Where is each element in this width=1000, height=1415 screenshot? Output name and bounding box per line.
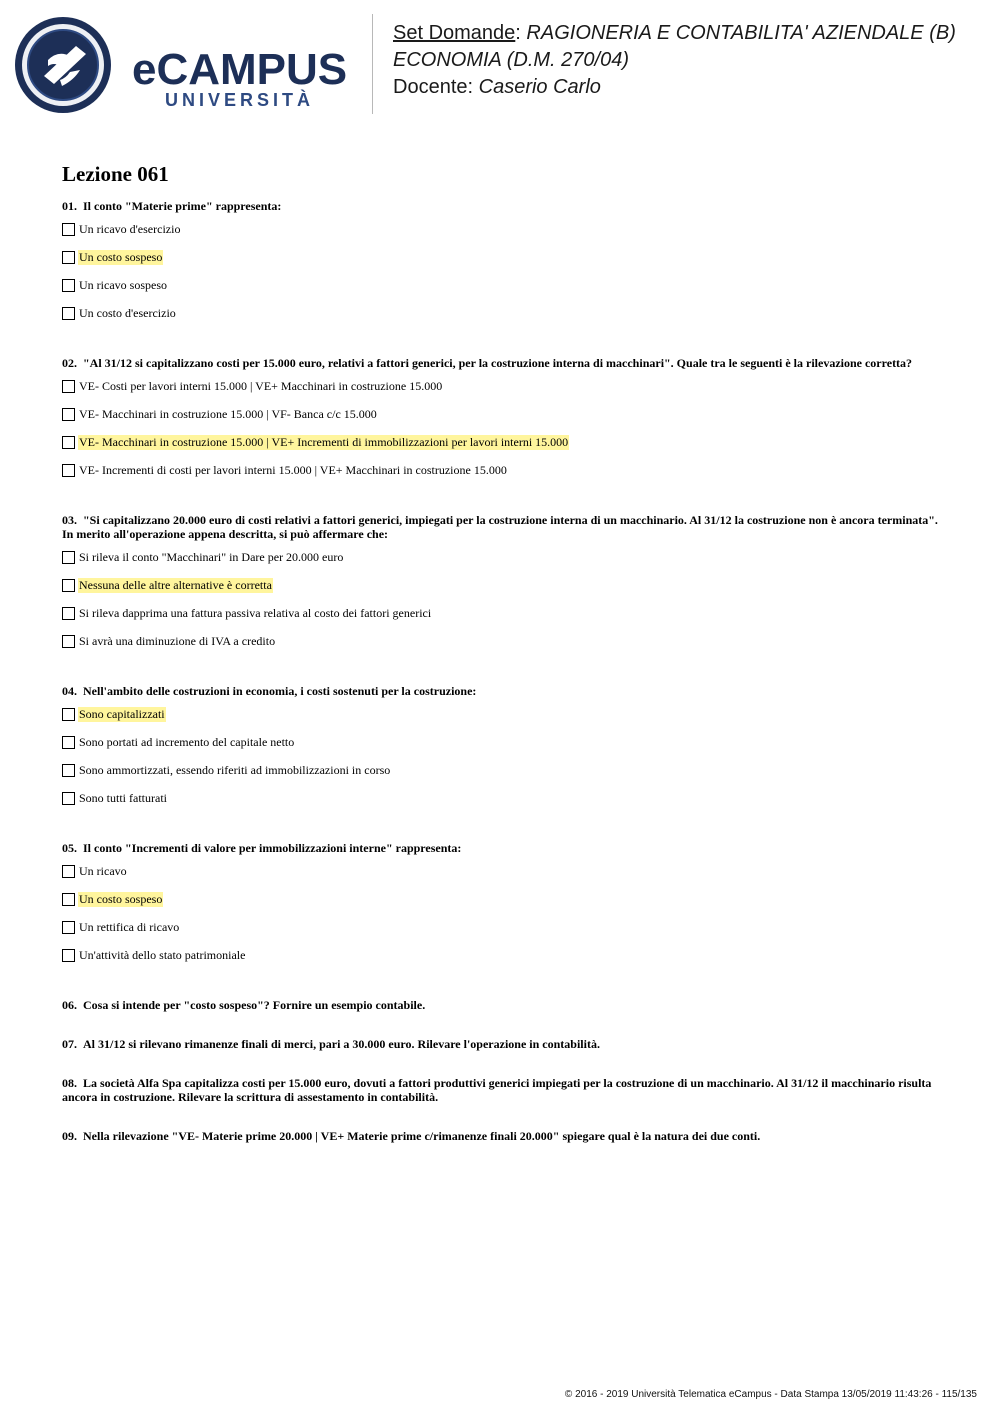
ecampus-logo — [14, 16, 359, 116]
logo-emblem-icon — [15, 17, 111, 113]
question-number: 08. — [62, 1076, 77, 1090]
answer-option[interactable] — [62, 606, 942, 634]
header-divider — [372, 14, 373, 114]
answer-option-label: Si avrà una diminuzione di IVA a credito — [79, 634, 276, 648]
answer-option[interactable] — [62, 920, 942, 948]
question-label: "Si capitalizzano 20.000 euro di costi relativi a fattori generici, impiegati per la costruzione interna di un macchinario. Al 31/12 la costruzione non è ancora terminata". In merito all'operazione appena descritta, si può affermare che: — [62, 513, 938, 541]
answer-checkbox[interactable] — [62, 764, 75, 777]
answer-option-label-highlighted: Nessuna delle altre alternative è corretta — [79, 578, 272, 592]
answer-options — [62, 707, 942, 819]
answer-option[interactable] — [62, 306, 942, 334]
answer-option-label: Un ricavo sospeso — [79, 278, 167, 292]
answer-option-label: Un rettifica di ricavo — [79, 920, 180, 934]
answer-option-label: Sono portati ad incremento del capitale netto — [79, 735, 295, 749]
answer-option-label-highlighted: Un costo sospeso — [79, 250, 163, 264]
question-label: Cosa si intende per "costo sospeso"? Fornire un esempio contabile. — [83, 998, 426, 1012]
answer-option[interactable] — [62, 550, 942, 578]
question-text — [62, 513, 942, 541]
answer-checkbox[interactable] — [62, 708, 75, 721]
question-block — [62, 684, 942, 819]
header: Set Domande: RAGIONERIA E CONTABILITA' AZIENDALE (B) ECONOMIA (D.M. 270/04) Docente: Caserio Carlo — [393, 22, 956, 98]
answer-option[interactable] — [62, 763, 942, 791]
answer-options — [62, 864, 942, 976]
docente-name: Caserio Carlo — [478, 76, 601, 98]
question-number: 01. — [62, 199, 77, 213]
page-footer: © 2016 - 2019 Università Telematica eCampus - Data Stampa 13/05/2019 11:43:26 - 115/135 — [564, 1389, 977, 1400]
question-set — [62, 160, 942, 1168]
question-number: 04. — [62, 684, 77, 698]
answer-checkbox[interactable] — [62, 408, 75, 421]
answer-option-label: Un'attività dello stato patrimoniale — [79, 948, 246, 962]
answer-checkbox[interactable] — [62, 921, 75, 934]
answer-option-label-highlighted: VE- Macchinari in costruzione 15.000 | VE+ Incrementi di immobilizzazioni per lavori interni 15.000 — [79, 435, 569, 449]
answer-option[interactable] — [62, 892, 942, 920]
answer-option-label: VE- Incrementi di costi per lavori interni 15.000 | VE+ Macchinari in costruzione 15.000 — [79, 463, 507, 477]
open-question — [62, 1129, 942, 1143]
answer-option[interactable] — [62, 864, 942, 892]
question-label: Il conto "Materie prime" rappresenta: — [83, 199, 282, 213]
question-block — [62, 513, 942, 662]
answer-checkbox[interactable] — [62, 436, 75, 449]
answer-checkbox[interactable] — [62, 736, 75, 749]
answer-checkbox[interactable] — [62, 464, 75, 477]
answer-option-label: Si rileva dapprima una fattura passiva relativa al costo dei fattori generici — [79, 606, 432, 620]
question-text — [62, 684, 942, 698]
answer-checkbox[interactable] — [62, 551, 75, 564]
question-number: 02. — [62, 356, 77, 370]
answer-options — [62, 550, 942, 662]
question-number: 03. — [62, 513, 77, 527]
answer-option[interactable] — [62, 222, 942, 250]
question-block — [62, 199, 942, 334]
logo-brand-text: eCAMPUS — [132, 45, 348, 94]
answer-option[interactable] — [62, 735, 942, 763]
answer-checkbox[interactable] — [62, 865, 75, 878]
answer-option-label: VE- Costi per lavori interni 15.000 | VE+ Macchinari in costruzione 15.000 — [79, 379, 443, 393]
question-list — [62, 199, 942, 976]
set-domande-label: Set Domande — [393, 22, 516, 44]
answer-option-label-highlighted: Sono capitalizzati — [79, 707, 165, 721]
course-title-line1: RAGIONERIA E CONTABILITA' AZIENDALE (B) — [526, 22, 956, 44]
question-label: Il conto "Incrementi di valore per immobilizzazioni interne" rappresenta: — [83, 841, 462, 855]
answer-option-label: Un ricavo — [79, 864, 127, 878]
lesson-title: Lezione 061 — [62, 162, 169, 186]
answer-option[interactable] — [62, 578, 942, 606]
answer-checkbox[interactable] — [62, 635, 75, 648]
question-block — [62, 841, 942, 976]
open-question — [62, 1037, 942, 1051]
answer-option[interactable] — [62, 707, 942, 735]
answer-checkbox[interactable] — [62, 792, 75, 805]
answer-option-label: Sono tutti fatturati — [79, 791, 167, 805]
question-number: 05. — [62, 841, 77, 855]
question-text — [62, 841, 942, 855]
question-block — [62, 356, 942, 491]
answer-checkbox[interactable] — [62, 579, 75, 592]
answer-option[interactable] — [62, 250, 942, 278]
question-number: 06. — [62, 998, 77, 1012]
answer-checkbox[interactable] — [62, 380, 75, 393]
answer-options — [62, 379, 942, 491]
question-number: 09. — [62, 1129, 77, 1143]
question-label: La società Alfa Spa capitalizza costi per 15.000 euro, dovuti a fattori produttivi generici impiegati per la costruzione di un macchinario. Al 31/12 il macchinario risulta ancora in costruzione. Rilevare la scrittura di assestamento in contabilità. — [62, 1076, 932, 1104]
answer-option[interactable] — [62, 435, 942, 463]
question-label: "Al 31/12 si capitalizzano costi per 15.000 euro, relativi a fattori generici, per la costruzione interna di macchinari". Quale tra le seguenti è la rilevazione corretta? — [83, 356, 913, 370]
answer-option[interactable] — [62, 634, 942, 662]
answer-option[interactable] — [62, 463, 942, 491]
answer-checkbox[interactable] — [62, 251, 75, 264]
answer-option[interactable] — [62, 407, 942, 435]
answer-option[interactable] — [62, 379, 942, 407]
course-title-line2: ECONOMIA (D.M. 270/04) — [393, 49, 629, 71]
answer-option-label-highlighted: Un costo sospeso — [79, 892, 163, 906]
answer-option[interactable] — [62, 948, 942, 976]
answer-checkbox[interactable] — [62, 893, 75, 906]
question-text — [62, 356, 942, 370]
answer-checkbox[interactable] — [62, 307, 75, 320]
answer-option-label: Un costo d'esercizio — [79, 306, 176, 320]
answer-option-label: Un ricavo d'esercizio — [79, 222, 181, 236]
question-text — [62, 199, 942, 213]
answer-options — [62, 222, 942, 334]
question-number: 07. — [62, 1037, 77, 1051]
docente-label: Docente: — [393, 76, 474, 98]
answer-checkbox[interactable] — [62, 607, 75, 620]
answer-option-label: Si rileva il conto "Macchinari" in Dare per 20.000 euro — [79, 550, 344, 564]
logo-subtitle-text: UNIVERSITÀ — [165, 90, 315, 110]
open-question — [62, 998, 942, 1012]
question-label: Al 31/12 si rilevano rimanenze finali di merci, pari a 30.000 euro. Rilevare l'operazione in contabilità. — [83, 1037, 600, 1051]
answer-checkbox[interactable] — [62, 223, 75, 236]
question-label: Nella rilevazione "VE- Materie prime 20.000 | VE+ Materie prime c/rimanenze finali 20.000" spiegare qual è la natura dei due conti. — [83, 1129, 761, 1143]
answer-option-label: VE- Macchinari in costruzione 15.000 | VF- Banca c/c 15.000 — [79, 407, 377, 421]
question-label: Nell'ambito delle costruzioni in economia, i costi sostenuti per la costruzione: — [83, 684, 477, 698]
answer-option-label: Sono ammortizzati, essendo riferiti ad immobilizzazioni in corso — [79, 763, 391, 777]
answer-checkbox[interactable] — [62, 279, 75, 292]
answer-option[interactable] — [62, 791, 942, 819]
open-question-list — [62, 998, 942, 1143]
answer-option[interactable] — [62, 278, 942, 306]
open-question — [62, 1076, 942, 1104]
answer-checkbox[interactable] — [62, 949, 75, 962]
